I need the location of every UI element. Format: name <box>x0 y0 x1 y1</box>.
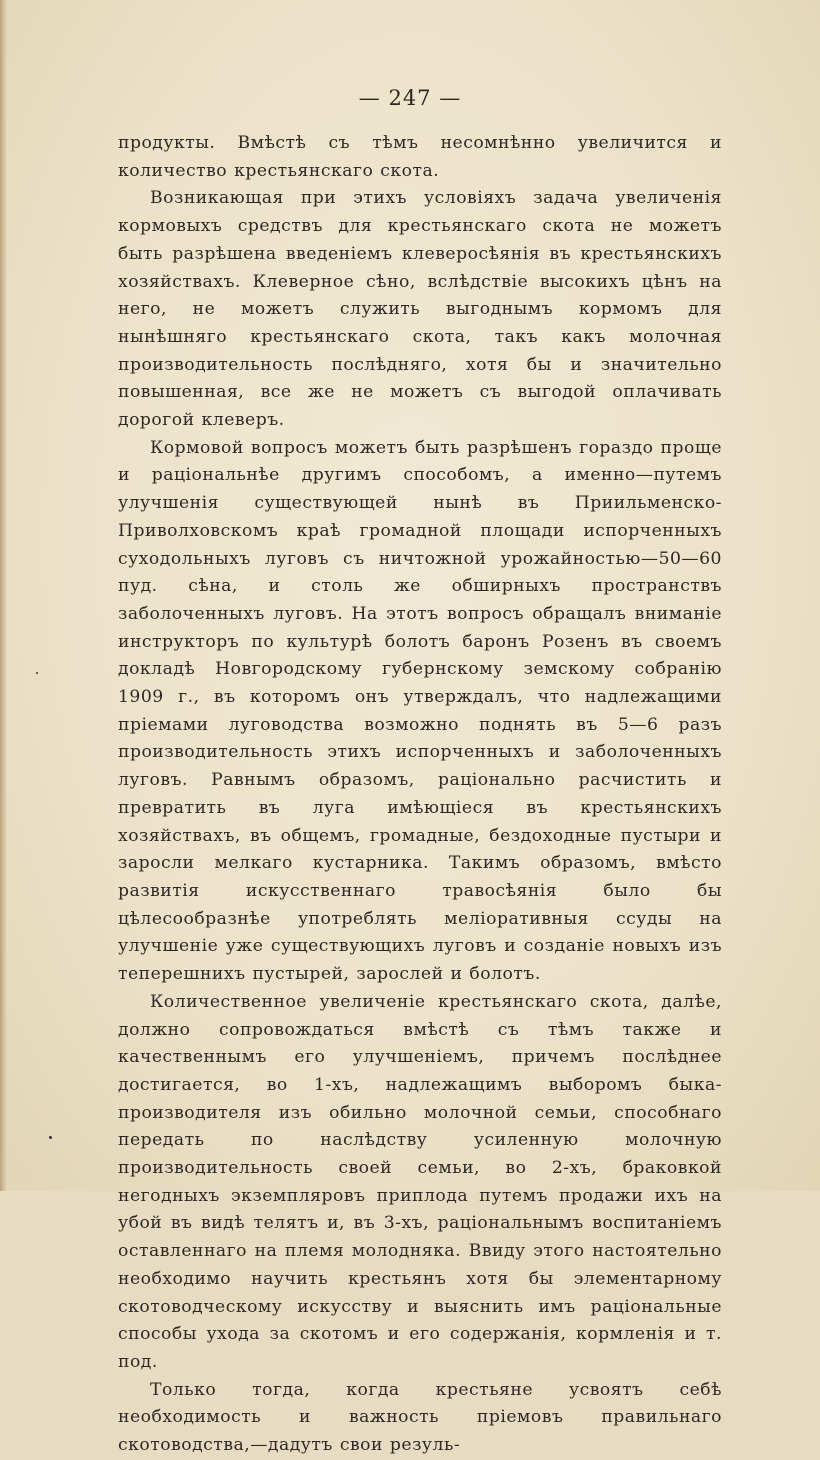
paragraph-4: Количественное увеличеніе крестьянскаго скота, далѣе, должно сопровождаться вмѣстѣ съ тѣмъ также и качественнымъ его улучшеніемъ, причемъ послѣднее достигается, во 1-хъ, надлежащимъ выборомъ быка-производителя изъ обильно молочной семьи, способнаго передать по наслѣдству усиленную молочную производительность своей семьи, во 2-хъ, браковкой негодныхъ экземпляровъ приплода путемъ продажи ихъ на убой въ видѣ телятъ и, въ 3-хъ, раціональнымъ воспитаніемъ оставленнаго на племя молодняка. Ввиду этого настоятельно необходимо научить крестьянъ хотя бы элементарному скотоводческому искусству и выяснить имъ раціональные способы ухода за скотомъ и его содержанія, кормленія и т. под. <box>118 991 722 1372</box>
body-text <box>118 130 722 1460</box>
paper-speck <box>36 672 38 674</box>
paragraph-2: Возникающая при этихъ условіяхъ задача увеличенія кормовыхъ средствъ для крестьянскаго скота не можетъ быть разрѣшена введеніемъ клеверосѣянія въ крестьянскихъ хозяйствахъ. Клеверное сѣно, вслѣдствіе высокихъ цѣнъ на него, не можетъ служить выгоднымъ кормомъ для нынѣшняго крестьянскаго скота, такъ какъ молочная производительность послѣдняго, хотя бы и значительно повышенная, все же не можетъ съ выгодой оплачивать дорогой клеверъ. <box>118 188 722 431</box>
paper-speck <box>49 1136 52 1139</box>
paragraph-3: Кормовой вопросъ можетъ быть разрѣшенъ гораздо проще и раціональнѣе другимъ способомъ, а именно—путемъ улучшенія существующей нынѣ въ Приильменско-Приволховскомъ краѣ громадной площади испорченныхъ суходольныхъ луговъ съ ничтожной урожайностью—50—60 пуд. сѣна, и столь же обширныхъ пространствъ заболоченныхъ луговъ. На этотъ вопросъ обращалъ вниманіе инструкторъ по культурѣ болотъ баронъ Розенъ въ своемъ докладѣ Новгородскому губернскому земскому собранію 1909 г., въ которомъ онъ утверждалъ, что надлежащими пріемами луговодства возможно поднять въ 5—6 разъ производительность этихъ испорченныхъ и заболоченныхъ луговъ. Равнымъ образомъ, раціонально расчистить и превратить въ луга имѣющіеся въ крестьянскихъ хозяйствахъ, въ общемъ, громадные, бездоходные пустыри и заросли мелкаго кустарника. Такимъ образомъ, вмѣсто развитія искусственнаго травосѣянія было бы цѣлесообразнѣе употреблять меліоративныя ссуды на улучшеніе уже существующихъ луговъ и созданіе новыхъ изъ теперешнихъ пустырей, зарослей и болотъ. <box>118 437 722 985</box>
page-binding-edge <box>0 0 7 1191</box>
paragraph-5: Только тогда, когда крестьяне усвоятъ себѣ необходимость и важность пріемовъ правильнаго скотоводства,—дадутъ свои резуль- <box>118 1379 722 1456</box>
paragraph-1: продукты. Вмѣстѣ съ тѣмъ несомнѣнно увеличится и количество крестьянскаго скота. <box>118 133 722 181</box>
page-number: — 247 — <box>358 86 462 110</box>
